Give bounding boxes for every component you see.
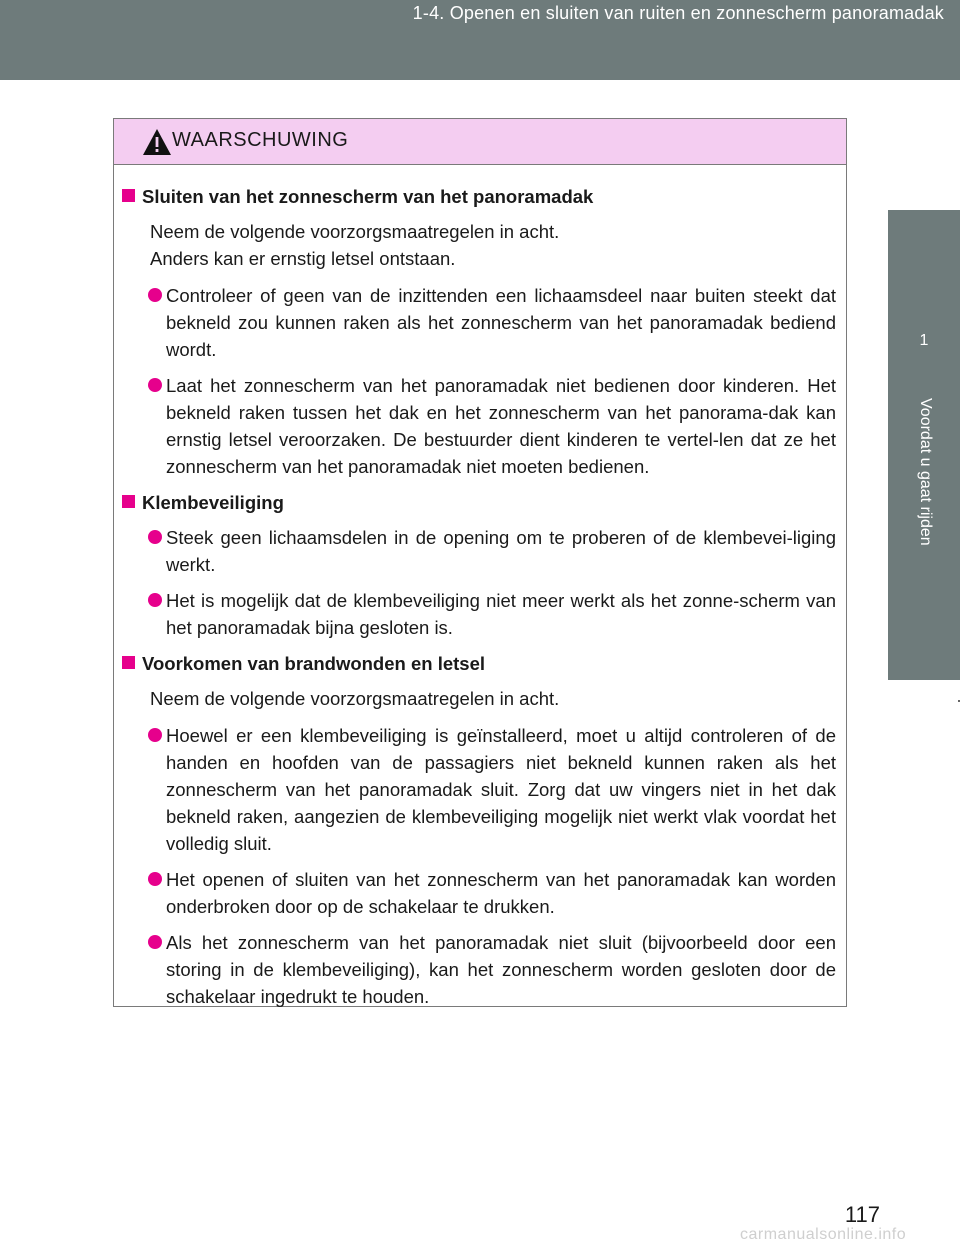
round-bullet-icon [148,288,162,302]
round-bullet-icon [148,593,162,607]
bullet-text: Het is mogelijk dat de klembeveiliging niet meer werkt als het zonne-scherm van het panoramadak bijna gesloten is. [166,590,836,638]
section-heading [122,650,836,677]
warning-box [113,118,847,1007]
chapter-label: Voordat u gaat rijden [917,398,934,546]
bullet-item [122,524,836,578]
section-heading [122,489,836,516]
bullet-item [122,282,836,363]
page-number: 117 [844,1202,880,1227]
bullet-text: Hoewel er een klembeveiliging is geïnstalleerd, moet u altijd controleren of de handen en hoofden van de passagiers niet bekneld kunnen raken als het zonnescherm van het panoramadak sluit. Zorg dat uw vingers niet in het dak bekneld raken, aangezien de klembeveiliging mogelijk niet werkt vlak voordat het volledig sluit. [166,725,836,854]
warning-triangle-icon [142,128,172,156]
section-title: 1-4. Openen en sluiten van ruiten en zonnescherm panoramadak [412,3,944,23]
chapter-side-tab [888,80,960,1247]
bullet-text: Als het zonnescherm van het panoramadak niet sluit (bijvoorbeeld door een storing in de klembeveiliging), kan het zonnescherm worden gesloten door de schakelaar ingedrukt te houden. [166,932,836,1007]
intro-line: Neem de volgende voorzorgsmaatregelen in acht. [150,688,560,709]
square-bullet-icon [122,189,135,202]
section-heading-text: Voorkomen van brandwonden en letsel [142,653,485,674]
bullet-item [122,929,836,1010]
square-bullet-icon [122,495,135,508]
bullet-item [122,587,836,641]
bullet-item [122,372,836,480]
bullet-text: Controleer of geen van de inzittenden een lichaamsdeel naar buiten steekt dat bekneld zou kunnen raken als het zonnescherm van het panoramadak bediend wordt. [166,285,836,360]
round-bullet-icon [148,935,162,949]
intro-line: Anders kan er ernstig letsel ontstaan. [150,248,456,269]
round-bullet-icon [148,378,162,392]
chapter-label-tab [888,390,960,680]
square-bullet-icon [122,656,135,669]
bullet-item [122,866,836,920]
bullet-text: Het openen of sluiten van het zonnescherm van het panoramadak kan worden onderbroken door op de schakelaar te drukken. [166,869,836,917]
section-heading [122,183,836,210]
intro-text [122,218,836,272]
round-bullet-icon [148,728,162,742]
bullet-item [122,722,836,857]
round-bullet-icon [148,530,162,544]
bullet-text: Laat het zonnescherm van het panoramadak niet bedienen door kinderen. Het bekneld raken tussen het dak en het zonnescherm van het panorama-dak kan ernstig letsel veroorzaken. De bestuurder dient kinderen te vertel-len dat ze het zonnescherm van het panoramadak niet moeten bedienen. [166,375,836,477]
section-heading-text: Klembeveiliging [142,492,284,513]
warning-title: WAARSCHUWING [172,129,349,151]
warning-header [114,119,846,165]
section-heading-text: Sluiten van het zonnescherm van het panoramadak [142,186,594,207]
warning-body [114,165,846,1010]
watermark: carmanualsonline.info [740,1226,907,1243]
bullet-text: Steek geen lichaamsdelen in de opening om te proberen of de klembevei-liging werkt. [166,527,836,575]
intro-line: Neem de volgende voorzorgsmaatregelen in acht. [150,221,560,242]
intro-text [122,685,836,712]
round-bullet-icon [148,872,162,886]
chapter-number: 1 [888,210,960,390]
